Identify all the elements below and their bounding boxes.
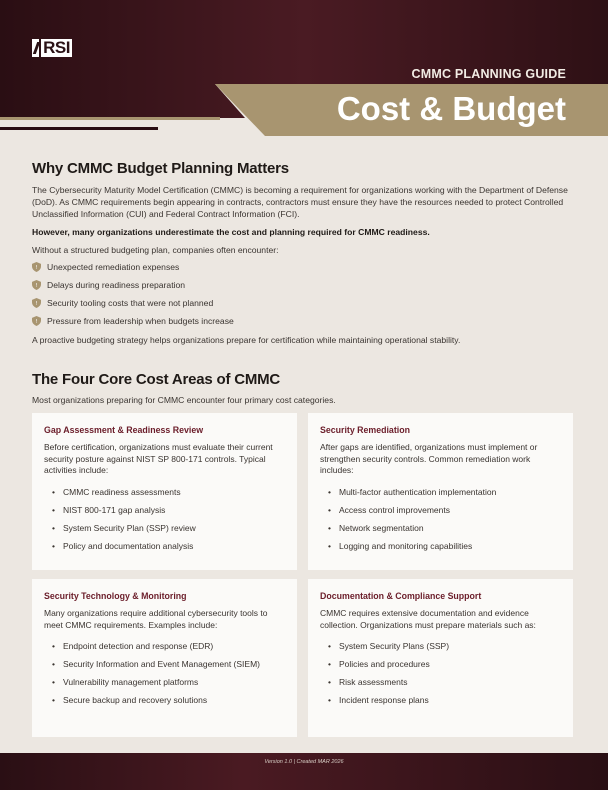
logo-mark-icon <box>32 39 39 57</box>
list-item <box>32 258 577 276</box>
card-list <box>44 637 285 709</box>
section-budget-planning <box>32 160 577 406</box>
card-documentation-support <box>308 579 573 737</box>
closing-paragraph: A proactive budgeting strategy helps organizations prepare for certification while maintaining operational stability. <box>32 335 461 345</box>
card-gap-assessment <box>32 413 297 570</box>
rsi-logo <box>32 38 72 58</box>
card-body: Before certification, organizations must evaluate their current security posture against NIST SP 800-171 controls. Typical activities include: <box>44 442 273 475</box>
list-item-text: Security tooling costs that were not planned <box>47 298 214 308</box>
section-intro: Most organizations preparing for CMMC encounter four primary cost categories. <box>32 395 336 405</box>
svg-text:!: ! <box>35 265 38 272</box>
shield-icon <box>32 280 41 290</box>
list-item: • Logging and monitoring capabilities <box>328 537 561 555</box>
card-security-technology <box>32 579 297 737</box>
list-item-text: Pressure from leadership when budgets increase <box>47 316 234 326</box>
bold-statement: However, many organizations underestimate the cost and planning required for CMMC readiness. <box>32 227 430 237</box>
svg-text:!: ! <box>35 301 38 308</box>
list-item <box>32 294 577 312</box>
section-heading: The Four Core Cost Areas of CMMC <box>32 371 281 388</box>
list-item: • Policies and procedures <box>328 655 561 673</box>
card-list <box>320 637 561 709</box>
list-item: • System Security Plan (SSP) review <box>52 519 285 537</box>
card-body: After gaps are identified, organizations must implement or strengthen security controls. Common remediation work includes: <box>320 442 538 475</box>
list-item: • Secure backup and recovery solutions <box>52 691 285 709</box>
page-title: Cost & Budget <box>336 90 566 127</box>
logo-text: RSI <box>43 38 70 57</box>
section-heading: Why CMMC Budget Planning Matters <box>32 160 289 177</box>
list-item: • Policy and documentation analysis <box>52 537 285 555</box>
list-item: • NIST 800-171 gap analysis <box>52 501 285 519</box>
cost-area-cards <box>32 413 577 737</box>
list-item: • CMMC readiness assessments <box>52 483 285 501</box>
list-item-text: Unexpected remediation expenses <box>47 262 180 272</box>
shield-icon <box>32 262 41 272</box>
card-list <box>44 483 285 555</box>
list-item: • Vulnerability management platforms <box>52 673 285 691</box>
list-item: • Multi-factor authentication implementation <box>328 483 561 501</box>
card-body: CMMC requires extensive documentation and evidence collection. Organizations must prepare materials such as: <box>320 608 536 630</box>
card-security-remediation <box>308 413 573 570</box>
list-item: • System Security Plans (SSP) <box>328 637 561 655</box>
guide-label: CMMC PLANNING GUIDE <box>411 67 566 81</box>
page-header <box>0 0 608 140</box>
list-item: • Access control improvements <box>328 501 561 519</box>
card-body: Many organizations require additional cybersecurity tools to meet CMMC requirements. Examples include: <box>44 608 268 630</box>
list-item: • Risk assessments <box>328 673 561 691</box>
shield-icon <box>32 298 41 308</box>
card-list <box>320 483 561 555</box>
list-item-text: Delays during readiness preparation <box>47 280 186 290</box>
list-item <box>32 276 577 294</box>
svg-text:!: ! <box>35 319 38 326</box>
list-item <box>32 312 577 330</box>
card-title: Documentation & Compliance Support <box>320 591 482 601</box>
list-item: • Security Information and Event Management (SIEM) <box>52 655 285 673</box>
version-text: Version 1.0 | Created MAR 2026 <box>264 759 344 765</box>
list-item: • Incident response plans <box>328 691 561 709</box>
card-title: Gap Assessment & Readiness Review <box>44 425 204 435</box>
intro-paragraph: The Cybersecurity Maturity Model Certification (CMMC) is becoming a requirement for organizations working with the Department of Defense (DoD). As CMMC requirements begin appearing in contracts, contractors must ensure they have the resources needed to protect Controlled Unclassified Information (CUI) and Federal Contract Information (FCI). <box>32 185 568 219</box>
list-item: • Endpoint detection and response (EDR) <box>52 637 285 655</box>
card-title: Security Remediation <box>320 425 410 435</box>
shield-icon <box>32 316 41 326</box>
challenge-list <box>32 258 577 330</box>
list-item: • Network segmentation <box>328 519 561 537</box>
svg-text:!: ! <box>35 283 38 290</box>
lead-in-text: Without a structured budgeting plan, companies often encounter: <box>32 245 279 255</box>
card-title: Security Technology & Monitoring <box>44 591 187 601</box>
page-footer <box>0 753 608 790</box>
